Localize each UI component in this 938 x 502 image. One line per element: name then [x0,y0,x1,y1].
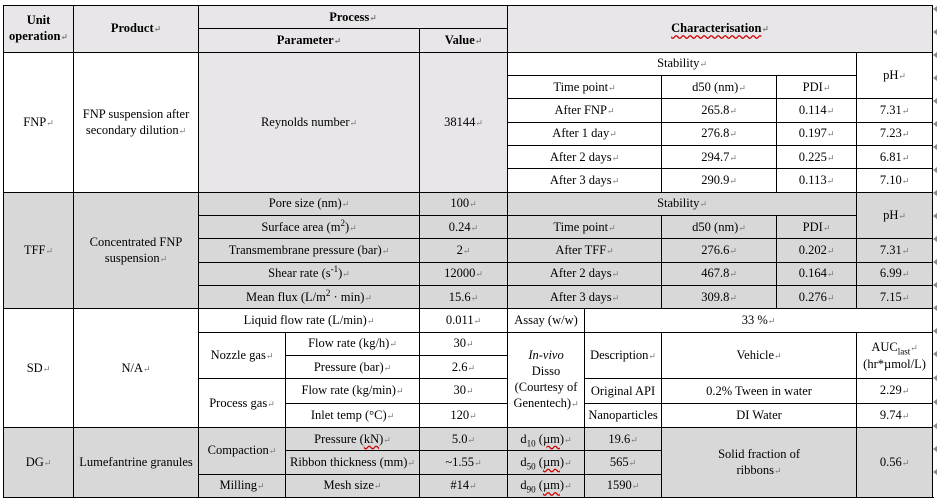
tff-unit: TFF↵ [4,192,74,309]
fnp-pdi: 0.113↵ [777,169,857,192]
fnp-ph: 7.10↵ [857,169,933,192]
fnp-ph: 7.31↵ [857,99,933,122]
fnp-parameter: Reynolds number↵ [199,52,420,192]
tff-pdi: 0.202↵ [777,239,857,262]
fnp-d50: 265.8↵ [662,99,777,122]
sd-invivo: In-vivo Disso (Courtesy of Genentech)↵ [508,332,585,427]
sd-auc: 9.74↵ [857,403,933,427]
header-unit-operation: Unit operation↵ [4,6,74,53]
dg-milling: Milling↵ [199,474,286,497]
row-end-mark [933,282,937,288]
tff-param: Shear rate $(s^{-1})↵$ [199,262,420,285]
tff-ph: 7.31↵ [857,239,933,262]
dg-pressure: Pressure (kN)↵ [286,427,420,450]
sd-vehicle-header: Vehicle↵ [662,332,857,379]
sd-assay-value: 33 %↵ [585,309,933,332]
tff-ph: 6.99↵ [857,262,933,285]
sd-description: Nanoparticles [585,403,662,427]
sd-liquid-flow: Liquid flow rate (L/min)↵ [199,309,420,332]
row-end-mark [933,236,937,242]
sd-inlet-temp: Inlet temp (°C)↵ [286,403,420,427]
row-end-mark [933,75,937,81]
fnp-pdi: 0.225↵ [777,145,857,168]
fnp-ph: 7.23↵ [857,122,933,145]
fnp-product: FNP suspension after secondary dilution↵ [74,52,199,192]
sd-vehicle: 0.2% Tween in water [662,379,857,403]
fnp-time: After FNP↵ [508,99,662,122]
row-end-mark [933,375,937,381]
row-end-mark [933,167,937,173]
tff-ph: 7.15↵ [857,285,933,308]
tff-pdi: 0.164↵ [777,262,857,285]
row-end-mark [933,213,937,219]
row-end-mark [933,98,937,104]
tff-time: After 2 days↵ [508,262,662,285]
tff-stability-header: Stability↵ [508,192,857,215]
header-characterisation: Characterisation↵ [508,6,933,53]
header-product: Product↵ [74,6,199,53]
row-end-mark [933,351,937,357]
fnp-unit: FNP↵ [4,52,74,192]
dg-d10-value: 19.6↵ [585,427,662,450]
sd-nozzle-flow: Flow rate (kg/h)↵ [286,332,420,355]
dg-solid-fraction: Solid fraction of ribbons↵ [662,427,857,497]
dg-product: Lumefantrine granules [74,427,199,497]
row-end-marks [932,0,938,502]
sd-product: N/A↵ [74,309,199,428]
fnp-value: 38144↵ [420,52,508,192]
sd-nozzle-pressure-value: 2.6↵ [420,355,508,378]
tff-d50: 276.6↵ [662,239,777,262]
row-end-mark [933,469,937,475]
row-end-mark [933,6,937,12]
row-end-mark [933,446,937,452]
tff-time: After TFF↵ [508,239,662,262]
tff-col-pdi: PDI↵ [777,215,857,238]
dg-d90-value: 1590↵ [585,474,662,497]
header-parameter: Parameter↵ [199,29,420,52]
row-end-mark [933,399,937,405]
sd-description-header: Description↵ [585,332,662,379]
row-end-mark [933,144,937,150]
tff-d50: 309.8↵ [662,285,777,308]
fnp-time: After 2 days↵ [508,145,662,168]
row-end-mark [933,305,937,311]
dg-d50-value: 565↵ [585,451,662,474]
sd-nozzle-gas: Nozzle gas↵ [199,332,286,379]
fnp-pdi: 0.197↵ [777,122,857,145]
fnp-stability-header: Stability↵ [508,52,857,75]
sd-auc-header: $AUC_{last}↵$ (hr*µmol/L) [857,332,933,379]
dg-unit: DG↵ [4,427,74,497]
fnp-pdi: 0.114↵ [777,99,857,122]
header-process: Process↵ [199,6,508,29]
fnp-col-time: Time point↵ [508,75,662,98]
tff-param: Mean flux ($L/m^2$ · min)↵ [199,285,420,308]
tff-param: Pore size (nm)↵ [199,192,420,215]
tff-col-time: Time point↵ [508,215,662,238]
process-characterisation-table [3,5,933,498]
tff-col-d50: d50 (nm)↵ [662,215,777,238]
sd-unit: SD↵ [4,309,74,428]
tff-param-value: 0.24↵ [420,215,508,238]
dg-ribbon: Ribbon thickness (mm)↵ [286,451,420,474]
fnp-col-d50: d50 (nm)↵ [662,75,777,98]
fnp-time: After 3 days↵ [508,169,662,192]
dg-d50: $d_{50}$ (µm)↵ [508,451,585,474]
dg-mesh: Mesh size↵ [286,474,420,497]
row-end-mark [933,259,937,265]
sd-process-gas: Process gas↵ [199,379,286,428]
dg-d10: $d_{10}$ (µm)↵ [508,427,585,450]
sd-auc: 2.29↵ [857,379,933,403]
tff-param-value: 15.6↵ [420,285,508,308]
tff-ph-header: pH↵ [857,192,933,239]
row-end-mark [933,190,937,196]
sd-process-flow-value: 30↵ [420,379,508,403]
sd-process-flow: Flow rate (kg/min)↵ [286,379,420,403]
row-end-mark [933,121,937,127]
dg-mesh-value: #14↵ [420,474,508,497]
sd-nozzle-pressure: Pressure (bar)↵ [286,355,420,378]
sd-description: Original API [585,379,662,403]
dg-solid-fraction-value: 0.56↵ [857,427,933,497]
header-value: Value↵ [420,29,508,52]
tff-param: Transmembrane pressure (bar)↵ [199,239,420,262]
sd-vehicle: DI Water [662,403,857,427]
row-end-mark [933,29,937,35]
tff-d50: 467.8↵ [662,262,777,285]
tff-param: Surface area $(m^2)↵$ [199,215,420,238]
dg-compaction: Compaction↵ [199,427,286,474]
sd-nozzle-flow-value: 30↵ [420,332,508,355]
tff-param-value: 2↵ [420,239,508,262]
fnp-d50: 276.8↵ [662,122,777,145]
dg-d90: $d_{90}$ (µm)↵ [508,474,585,497]
sd-assay: Assay (w/w) [508,309,585,332]
tff-param-value: 100↵ [420,192,508,215]
fnp-d50: 290.9↵ [662,169,777,192]
row-end-mark [933,423,937,429]
row-end-mark [933,52,937,58]
tff-time: After 3 days↵ [508,285,662,308]
tff-pdi: 0.276↵ [777,285,857,308]
fnp-d50: 294.7↵ [662,145,777,168]
fnp-ph-header: pH↵ [857,52,933,99]
fnp-ph: 6.81↵ [857,145,933,168]
fnp-time: After 1 day↵ [508,122,662,145]
tff-param-value: 12000↵ [420,262,508,285]
dg-pressure-value: 5.0↵ [420,427,508,450]
dg-ribbon-value: ~1.55↵ [420,451,508,474]
sd-liquid-flow-value: 0.011↵ [420,309,508,332]
tff-product: Concentrated FNP suspension↵ [74,192,199,309]
row-end-mark [933,328,937,334]
sd-inlet-temp-value: 120↵ [420,403,508,427]
fnp-col-pdi: PDI↵ [777,75,857,98]
